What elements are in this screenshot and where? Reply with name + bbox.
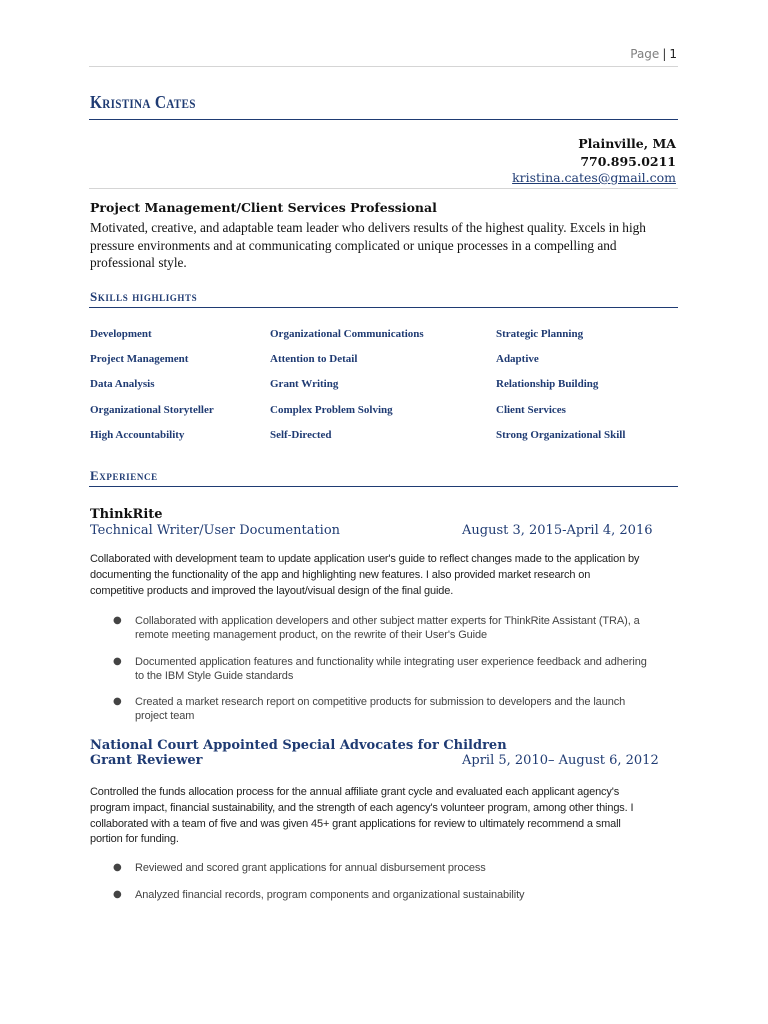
experience-divider [89,486,678,487]
skill-item: Relationship Building [496,378,599,390]
skill-item: Organizational Storyteller [90,404,214,416]
page-label: Page [630,47,660,61]
job-description [90,785,680,848]
skill-item: Complex Problem Solving [270,404,393,416]
contact-phone: 770.895.0211 [580,154,676,169]
name-divider [89,119,678,120]
skill-item: Data Analysis [90,378,155,390]
page-separator: | [662,47,667,61]
job-bullet [135,861,680,875]
skill-item: Self-Directed [270,429,332,441]
job-description-line: competitive products and improved the layout/visual design of the final guide. [90,584,454,597]
skill-item: Grant Writing [270,378,339,390]
job-bullet-line: to the IBM Style Guide standards [135,670,294,682]
job-description-line: documenting the functionality of the app and highlighting new features. I also provided market research on [90,568,591,581]
job-bullet [135,614,680,642]
skill-item: High Accountability [90,429,185,441]
skill-item: Project Management [90,353,189,365]
job-description-line: program impact, financial sustainability, and the strength of each agency's volunteer program, among other things. I [90,801,634,814]
job-bullet-line: Created a market research report on competitive products for submission to developers and the launch [135,696,626,708]
job-bullet-line: Collaborated with application developers and other subject matter experts for ThinkRite Assistant (TRA), a [135,615,640,627]
job-title: Technical Writer/User Documentation [90,523,341,538]
skills-divider [89,307,678,308]
job-bullet-line: project team [135,710,195,722]
resume-name: Kristina Cates [90,92,196,112]
job-bullet-line: Analyzed financial records, program components and organizational sustainability [135,889,525,901]
skills-section-title: Skills highlights [90,289,198,304]
bullet-dot-icon: ● [113,889,122,900]
bullet-dot-icon: ● [113,615,122,626]
job-dates: August 3, 2015-April 4, 2016 [462,523,653,538]
contact-city: Plainville, MA [578,136,676,151]
experience-section-title: Experience [90,468,158,483]
job-bullet [135,888,680,902]
page-number: 1 [669,47,677,61]
job-description [90,552,680,599]
job-bullet-line: remote meeting management product, on the rewrite of their User's Guide [135,629,488,641]
contact-divider [89,188,678,189]
skill-item: Attention to Detail [270,353,358,365]
job-description-line: Controlled the funds allocation process for the annual affiliate grant cycle and evaluated each applicant agency's [90,786,620,798]
job-dates: April 5, 2010– August 6, 2012 [462,753,659,768]
job-description-line: portion for funding. [90,833,179,846]
skill-item: Client Services [496,404,566,416]
contact-email-link[interactable]: kristina.cates@gmail.com [512,170,676,185]
bullet-dot-icon: ● [113,696,122,707]
summary-line: Motivated, creative, and adaptable team leader who delivers results of the highest quality. Excels in high [90,220,646,235]
job-company: ThinkRite [90,507,163,522]
skill-item: Strong Organizational Skill [496,429,626,441]
job-bullet [135,695,680,723]
skill-item: Development [90,328,152,340]
page-number-header [630,47,677,61]
bullet-dot-icon: ● [113,656,122,667]
skill-item: Organizational Communications [270,328,424,340]
job-bullet [135,655,680,683]
job-description-line: collaborated with a team of five and was given 45+ grant applications for review to ultimately recommend a small [90,817,621,830]
skill-item: Strategic Planning [496,328,584,340]
bullet-dot-icon: ● [113,862,122,873]
summary-line: pressure environments and at communicating complicated or unique processes in a compelling and [90,237,617,253]
job-bullet-line: Reviewed and scored grant applications for annual disbursement process [135,862,486,874]
summary-title: Project Management/Client Services Professional [90,200,437,215]
job-bullet-line: Documented application features and functionality while integrating user experience feedback and adhering [135,656,647,668]
job-company: National Court Appointed Special Advocates for Children [90,738,507,753]
header-divider [89,66,678,67]
skill-item: Adaptive [496,353,539,365]
job-description-line: Collaborated with development team to update application user's guide to reflect changes made to the application by [90,553,640,565]
summary-text [90,219,680,272]
summary-line: professional style. [90,255,187,270]
job-title: Grant Reviewer [90,753,203,768]
